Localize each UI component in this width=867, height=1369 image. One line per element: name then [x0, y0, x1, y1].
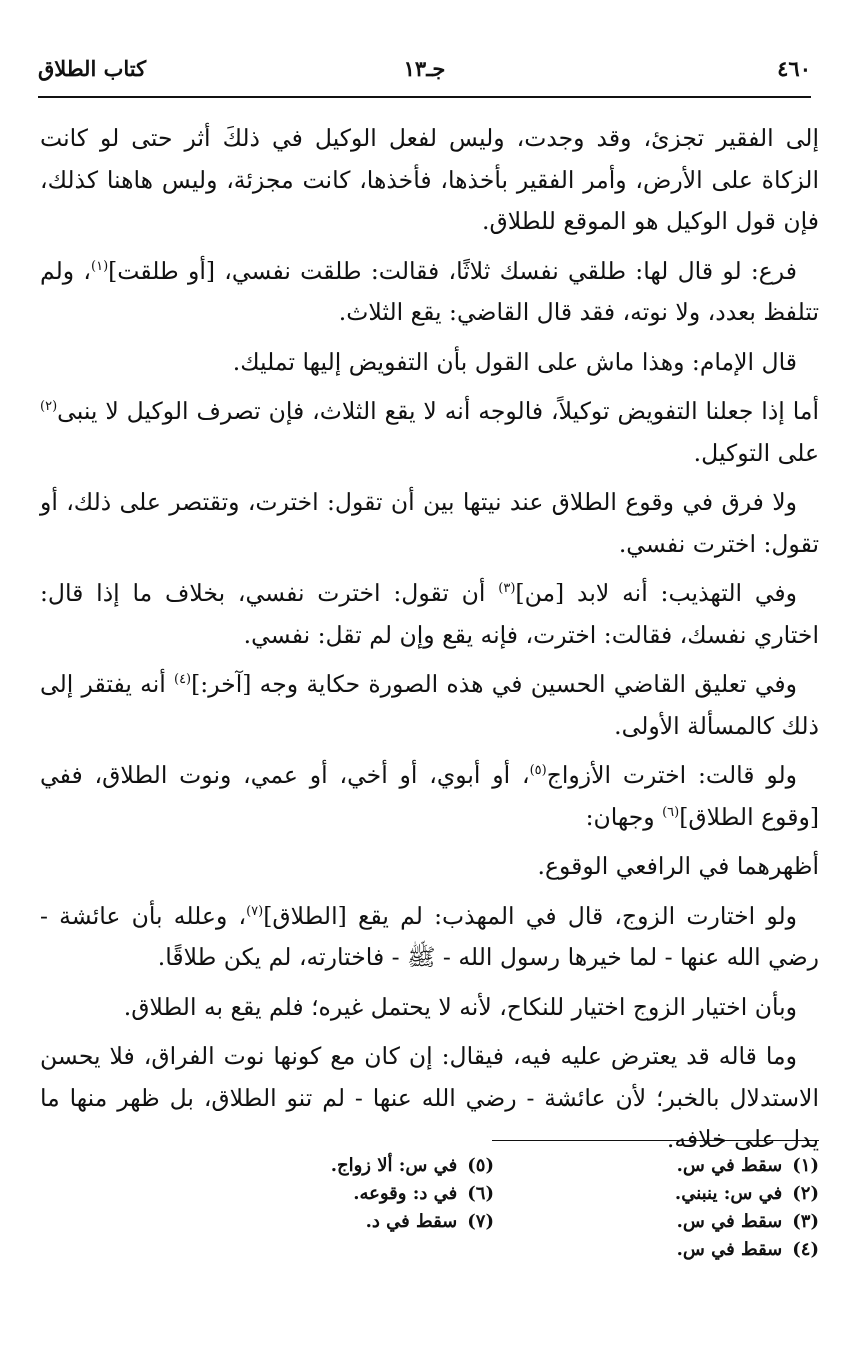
paragraph: إلى الفقير تجزئ، وقد وجدت، وليس لفعل الوكيل في ذلكَ أثر حتى لو كانت الزكاة على الأرض، وأمر الفقير بأخذها، فأخذها، كانت مجزئة، وليس هاهنا كذلك، فإن قول الوكيل هو الموقع للطلاق. [40, 124, 819, 235]
paragraph: وفي التهذيب: أنه لابد [من]$^{(٣)}$ أن تقول: اخترت نفسي، بخلاف ما إذا قال: اختاري نفسك، فقالت: اخترت، فإنه يقع وإن لم تقل: نفسي. [40, 579, 819, 649]
footnote-item: (٧)سقط في د. [365, 1211, 494, 1232]
paragraph: ولا فرق في وقوع الطلاق عند نيتها بين أن تقول: اخترت، وتقتصر على ذلك، أو تقول: اخترت نفسي. [40, 488, 819, 558]
footnotes-column-right [519, 1152, 819, 1264]
book-title: كتاب الطلاق [38, 56, 147, 81]
paragraph: وما قاله قد يعترض عليه فيه، فيقال: إن كان مع كونها نوت الفراق، فلا يحسن الاستدلال بالخبر؛ لأن عائشة - رضي الله عنها - لم تنو الطلاق، بل ظهر منها ما يدل على خلافه. [40, 1042, 819, 1153]
footnote-item: (٥)في س: ألا زواج. [330, 1155, 494, 1176]
footnote-divider [492, 1140, 819, 1141]
footnote-item: (٦)في د: وقوعه. [353, 1183, 494, 1204]
footnote-item: (٣)سقط في س. [676, 1211, 819, 1232]
paragraph: قال الإمام: وهذا ماش على القول بأن التفويض إليها تمليك. [232, 347, 797, 376]
paragraph: ولو قالت: اخترت الأزواج$^{(٥)}$، أو أبوي، أو أخي، أو عمي، ونوت الطلاق، ففي [وقوع الطلاق]$^{(٦)}$ وجهان: [40, 761, 819, 831]
footnote-ref: (٣) [498, 581, 516, 597]
footnote-ref: (١) [91, 258, 109, 274]
footnote-item: (١)سقط في س. [676, 1155, 819, 1176]
footnote-item: (٤)سقط في س. [676, 1239, 819, 1260]
paragraph: وفي تعليق القاضي الحسين في هذه الصورة حكاية وجه [آخر:]$^{(٤)}$ أنه يفتقر إلى ذلك كالمسألة الأولى. [40, 670, 819, 740]
footnote-ref: (٧) [246, 903, 264, 919]
paragraph: ولو اختارت الزوج، قال في المهذب: لم يقع [الطلاق]$^{(٧)}$، وعلله بأن عائشة - رضي الله عنها - لما خيرها رسول الله - ﷺ - فاختارته، لم يكن طلاقًا. [40, 901, 819, 971]
footnote-ref: (٤) [173, 672, 192, 688]
paragraph: أظهرهما في الرافعي الوقوع. [537, 852, 819, 880]
header-divider [38, 96, 811, 98]
paragraph: فرع: لو قال لها: طلقي نفسك ثلاثًا، فقالت: طلقت نفسي، [أو طلقت]$^{(١)}$، ولم تتلفظ بعدد، ولا نوته، فقد قال القاضي: يقع الثلاث. [40, 256, 819, 326]
page-number: ٤٦٠ [777, 56, 811, 81]
paragraph: وبأن اختيار الزوج اختيار للنكاح، لأنه لا يحتمل غيره؛ فلم يقع به الطلاق. [123, 992, 797, 1021]
footnotes-column-left [194, 1152, 494, 1236]
main-text [40, 118, 819, 1169]
footnote-ref: (٢) [40, 399, 58, 415]
footnote-item: (٢)في س: ينبني. [674, 1183, 819, 1204]
page-header [38, 56, 811, 96]
volume-label: جـ١٣ [403, 56, 446, 81]
footnote-ref: (٥) [529, 763, 547, 779]
footnote-ref: (٦) [662, 804, 680, 820]
paragraph: أما إذا جعلنا التفويض توكيلاً، فالوجه أنه لا يقع الثلاث، فإن تصرف الوكيل لا ينبى$^{(٢)}$ على التوكيل. [40, 397, 819, 467]
